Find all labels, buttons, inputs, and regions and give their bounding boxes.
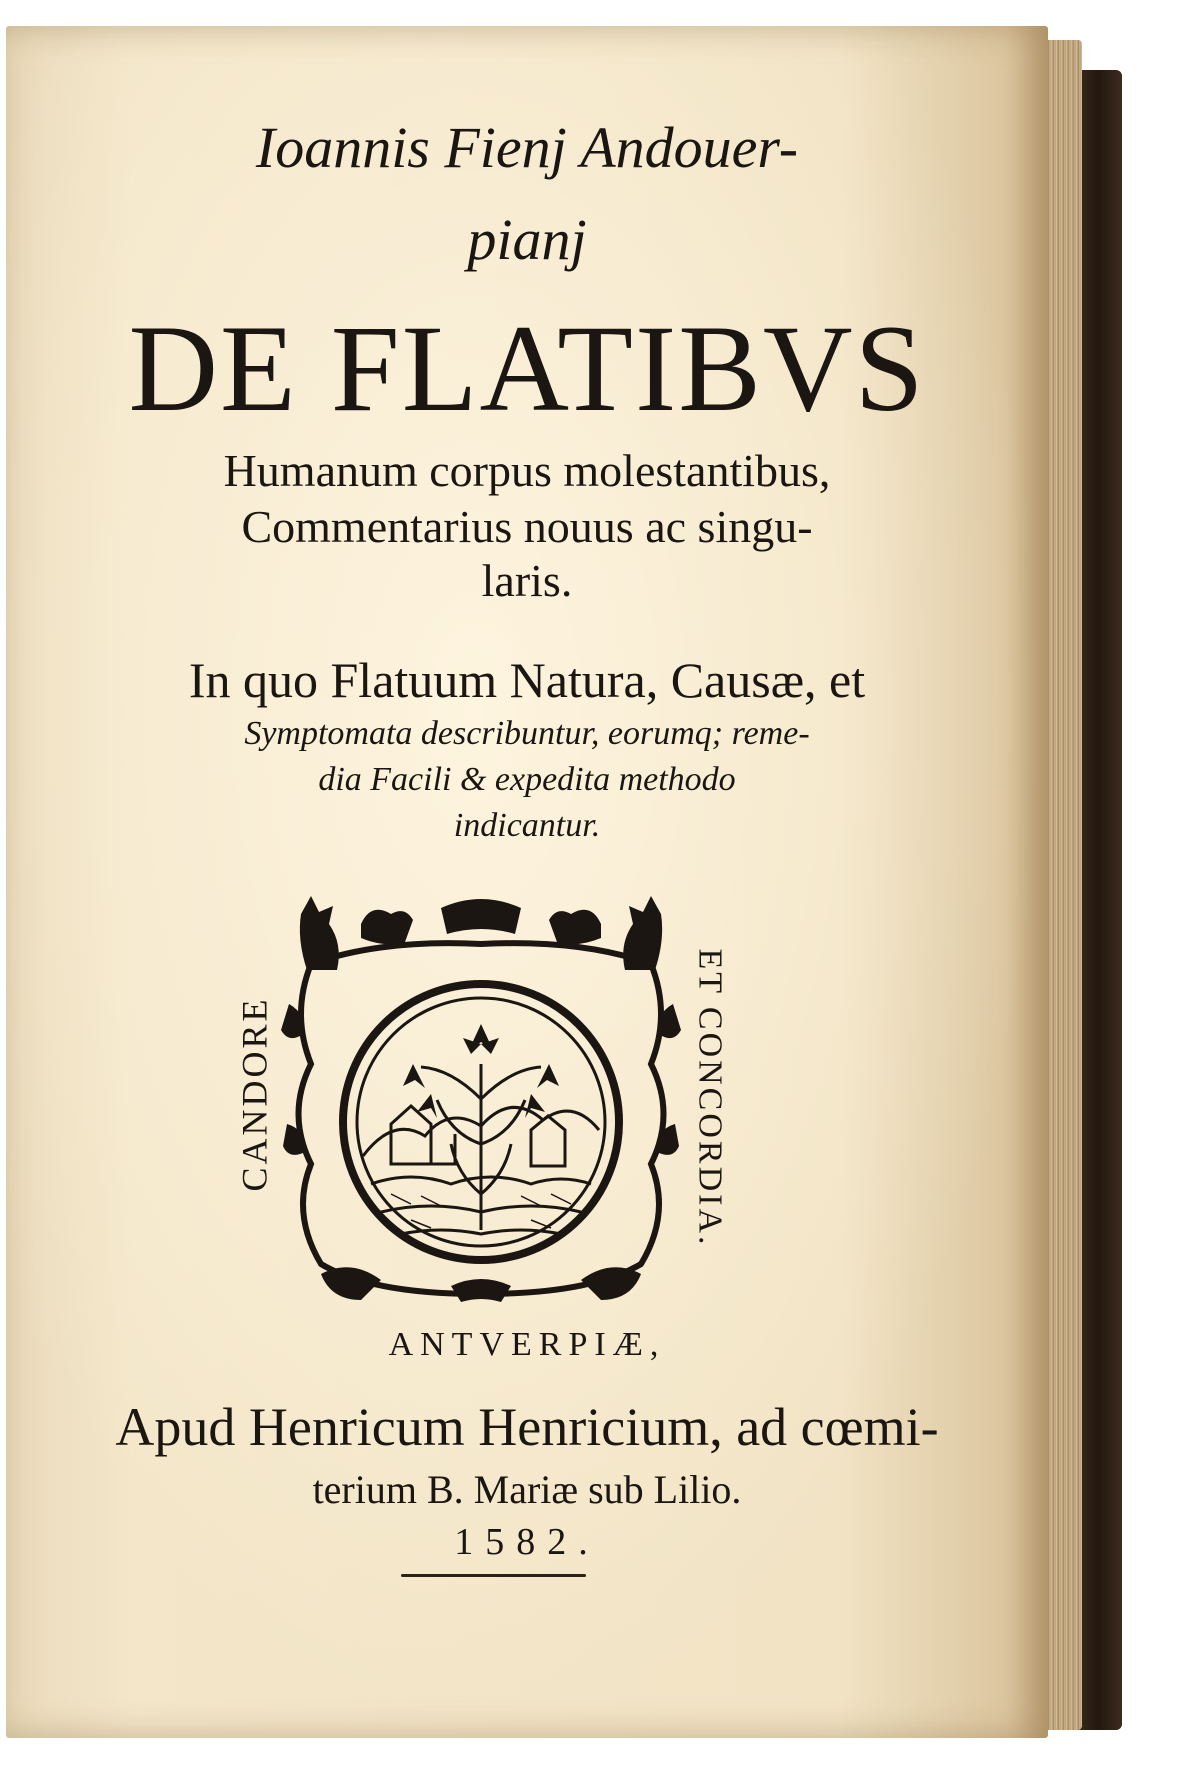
description-line-2: Symptomata describuntur, eorumq; reme-	[244, 715, 810, 752]
device-motto-right	[690, 938, 730, 1258]
year-underline-rule	[401, 1574, 586, 1577]
subtitle-line-2: Commentarius nouus ac singu-	[241, 501, 813, 552]
title-page	[6, 26, 1048, 1738]
publisher-line-1: Apud Henricum Henricium, ad cœmi-	[115, 1397, 939, 1457]
subtitle-line-3: laris.	[481, 555, 573, 606]
description-line-1: In quo Flatuum Natura, Causæ, et	[188, 652, 866, 708]
description-line-3: dia Facili & expedita methodo	[318, 761, 736, 798]
description-line-4: indicantur.	[453, 807, 601, 844]
imprint-place: ANTVERPIÆ,	[388, 1326, 666, 1363]
publisher-line-2: terium B. Mariæ sub Lilio.	[312, 1467, 742, 1512]
subtitle-line-1: Humanum corpus molestantibus,	[223, 445, 831, 496]
author-line-2: pianj	[467, 207, 587, 272]
device-motto-left	[234, 974, 274, 1214]
motto-left-text: CANDORE	[234, 996, 275, 1192]
motto-right-text: ET CONCORDIA.	[692, 948, 730, 1248]
book-title: DE FLATIBVS	[128, 300, 926, 437]
imprint-year: 1582.	[454, 1521, 600, 1563]
author-line-1: Ioannis Fienj Andouer-	[255, 115, 799, 180]
printer-device-woodcut	[281, 894, 681, 1304]
